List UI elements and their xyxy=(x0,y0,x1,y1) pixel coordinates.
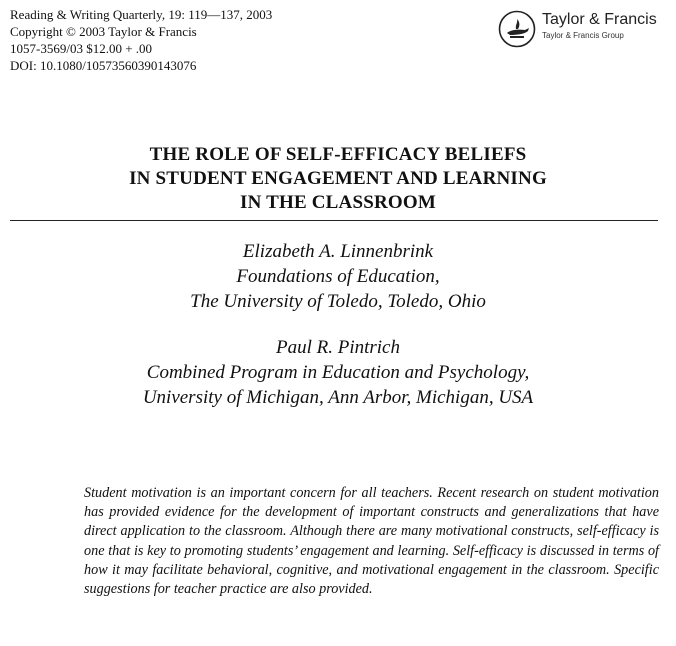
author-affiliation: The University of Toledo, Toledo, Ohio xyxy=(190,291,486,312)
journal-citation: Reading & Writing Quarterly, 19: 119—137, 2003 xyxy=(10,7,273,22)
abstract: Student motivation is an important concern for all teachers. Recent research on student motivation has provided evidence for the development of important constructs and generalizations that have direct application to the classroom. Although there are many motivational constructs, self-efficacy is one that is key to promoting students’ engagement and learning. Self-efficacy is discussed in terms of how it may facilitate behavioral, cognitive, and motivational engagement in the classroom. Specific suggestions for teacher practice are also provided. xyxy=(84,485,659,598)
copyright-notice: Copyright © 2003 Taylor & Francis xyxy=(10,24,197,39)
publisher-group: Taylor & Francis Group xyxy=(542,31,624,40)
author-name: Elizabeth A. Linnenbrink xyxy=(242,241,434,262)
doi: DOI: 10.1080/10573560390143076 xyxy=(10,58,197,73)
title-line: THE ROLE OF SELF-EFFICACY BELIEFS xyxy=(149,144,527,165)
author-block xyxy=(0,335,676,410)
author-affiliation: Foundations of Education, xyxy=(236,266,440,287)
author-block xyxy=(0,239,676,314)
lamp-logo-icon xyxy=(498,10,536,48)
article-title xyxy=(0,143,676,215)
publisher-logo xyxy=(496,8,666,48)
issn-price: 1057-3569/03 $12.00 + .00 xyxy=(10,41,153,56)
title-line: IN STUDENT ENGAGEMENT AND LEARNING xyxy=(129,168,547,189)
author-name: Paul R. Pintrich xyxy=(275,337,400,358)
title-divider xyxy=(10,220,658,221)
citation-block xyxy=(10,6,272,74)
publisher-name: Taylor & Francis xyxy=(542,11,657,28)
author-affiliation: Combined Program in Education and Psychology, xyxy=(146,362,530,383)
title-line: IN THE CLASSROOM xyxy=(239,192,437,213)
author-affiliation: University of Michigan, Ann Arbor, Michigan, USA xyxy=(142,387,534,408)
